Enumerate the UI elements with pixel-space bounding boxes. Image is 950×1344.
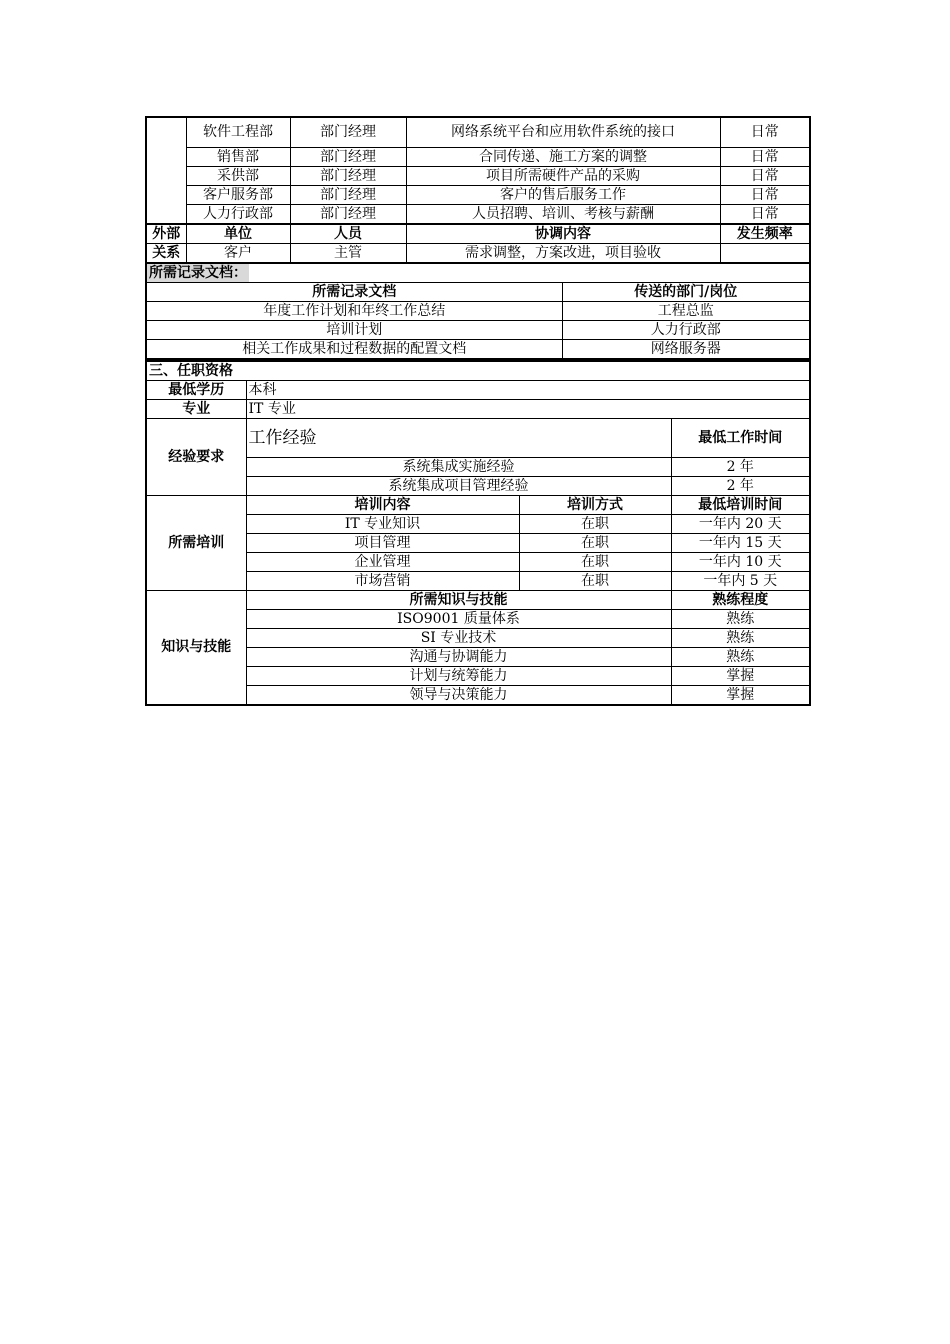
record-doc: 相关工作成果和过程数据的配置文档 xyxy=(146,339,562,359)
coord-unit: 采供部 xyxy=(186,166,290,185)
record-dest: 人力行政部 xyxy=(562,320,810,339)
training-method: 在职 xyxy=(519,533,671,552)
table-row xyxy=(146,263,810,282)
record-doc: 年度工作计划和年终工作总结 xyxy=(146,301,562,320)
skill-level: 掌握 xyxy=(671,666,810,685)
skill-level: 熟练 xyxy=(671,609,810,628)
coord-frequency: 日常 xyxy=(720,147,810,166)
coord-person: 部门经理 xyxy=(290,166,406,185)
table-row xyxy=(146,399,810,418)
external-relation-label: 外部 xyxy=(146,224,186,244)
experience-content: 系统集成项目管理经验 xyxy=(246,476,671,495)
skill-content: 沟通与协调能力 xyxy=(246,647,671,666)
education-value: 本科 xyxy=(246,380,810,399)
record-dest: 网络服务器 xyxy=(562,339,810,359)
coord-unit: 客户服务部 xyxy=(186,185,290,204)
training-method: 在职 xyxy=(519,552,671,571)
records-section-title xyxy=(146,263,810,282)
table-row xyxy=(146,666,810,685)
records-title-text: 所需记录文档： xyxy=(149,264,247,281)
header-unit: 单位 xyxy=(186,224,290,244)
training-content: IT 专业知识 xyxy=(246,514,519,533)
training-time: 一年内 15 天 xyxy=(671,533,810,552)
skill-level: 掌握 xyxy=(671,685,810,705)
table-row xyxy=(146,117,810,147)
table-row xyxy=(146,571,810,590)
header-content: 协调内容 xyxy=(406,224,720,244)
header-person: 人员 xyxy=(290,224,406,244)
table-row xyxy=(146,514,810,533)
coord-person: 部门经理 xyxy=(290,117,406,147)
skills-header-content: 所需知识与技能 xyxy=(246,590,671,609)
major-label: 专业 xyxy=(146,399,246,418)
table-row xyxy=(146,685,810,705)
training-label: 所需培训 xyxy=(146,495,246,590)
coord-content: 需求调整，方案改进，项目验收 xyxy=(406,243,720,262)
table-row xyxy=(146,282,810,301)
coord-unit: 销售部 xyxy=(186,147,290,166)
coord-frequency: 日常 xyxy=(720,185,810,204)
table-row xyxy=(146,301,810,320)
training-time: 一年内 5 天 xyxy=(671,571,810,590)
internal-relation-label xyxy=(146,117,186,224)
experience-header-content: 工作经验 xyxy=(246,418,671,457)
table-row xyxy=(146,320,810,339)
table-row xyxy=(146,495,810,514)
skills-header-level: 熟练程度 xyxy=(671,590,810,609)
skill-level: 熟练 xyxy=(671,647,810,666)
coord-content: 项目所需硬件产品的采购 xyxy=(406,166,720,185)
table-row xyxy=(146,185,810,204)
coord-unit: 客户 xyxy=(186,243,290,262)
skill-content: ISO9001 质量体系 xyxy=(246,609,671,628)
table-row xyxy=(146,380,810,399)
coordination-table xyxy=(145,116,811,263)
qualification-table xyxy=(145,361,811,706)
header-frequency: 发生频率 xyxy=(720,224,810,244)
table-row xyxy=(146,418,810,457)
experience-header-time: 最低工作时间 xyxy=(671,418,810,457)
experience-time: 2 年 xyxy=(671,457,810,476)
training-time: 一年内 10 天 xyxy=(671,552,810,571)
table-row xyxy=(146,166,810,185)
skill-level: 熟练 xyxy=(671,628,810,647)
header-record-dest: 传送的部门/岗位 xyxy=(562,282,810,301)
coord-person: 部门经理 xyxy=(290,185,406,204)
experience-label: 经验要求 xyxy=(146,418,246,495)
skill-content: SI 专业技术 xyxy=(246,628,671,647)
skill-content: 领导与决策能力 xyxy=(246,685,671,705)
experience-content: 系统集成实施经验 xyxy=(246,457,671,476)
experience-time: 2 年 xyxy=(671,476,810,495)
major-value: IT 专业 xyxy=(246,399,810,418)
coord-person: 部门经理 xyxy=(290,204,406,224)
education-label: 最低学历 xyxy=(146,380,246,399)
coord-unit: 软件工程部 xyxy=(186,117,290,147)
skill-content: 计划与统筹能力 xyxy=(246,666,671,685)
job-description-document xyxy=(145,116,809,706)
coord-frequency xyxy=(720,243,810,262)
coord-content: 客户的售后服务工作 xyxy=(406,185,720,204)
coord-unit: 人力行政部 xyxy=(186,204,290,224)
coord-frequency: 日常 xyxy=(720,117,810,147)
coord-frequency: 日常 xyxy=(720,166,810,185)
table-row xyxy=(146,243,810,262)
coord-frequency: 日常 xyxy=(720,204,810,224)
record-doc: 培训计划 xyxy=(146,320,562,339)
table-row xyxy=(146,339,810,359)
header-record-doc: 所需记录文档 xyxy=(146,282,562,301)
table-row xyxy=(146,647,810,666)
training-method: 在职 xyxy=(519,571,671,590)
training-header-method: 培训方式 xyxy=(519,495,671,514)
table-row xyxy=(146,224,810,244)
table-row xyxy=(146,609,810,628)
training-content: 企业管理 xyxy=(246,552,519,571)
coord-person: 部门经理 xyxy=(290,147,406,166)
table-row xyxy=(146,457,810,476)
table-row xyxy=(146,204,810,224)
coord-person: 主管 xyxy=(290,243,406,262)
table-row xyxy=(146,533,810,552)
table-row xyxy=(146,361,810,380)
coord-content: 人员招聘、培训、考核与薪酬 xyxy=(406,204,720,224)
table-row xyxy=(146,476,810,495)
table-row xyxy=(146,147,810,166)
table-row xyxy=(146,552,810,571)
coord-content: 合同传递、施工方案的调整 xyxy=(406,147,720,166)
skills-label: 知识与技能 xyxy=(146,590,246,705)
external-relation-label-2: 关系 xyxy=(146,243,186,262)
table-row xyxy=(146,590,810,609)
records-table xyxy=(145,263,811,361)
training-method: 在职 xyxy=(519,514,671,533)
coord-content: 网络系统平台和应用软件系统的接口 xyxy=(406,117,720,147)
training-header-content: 培训内容 xyxy=(246,495,519,514)
table-row xyxy=(146,628,810,647)
training-time: 一年内 20 天 xyxy=(671,514,810,533)
record-dest: 工程总监 xyxy=(562,301,810,320)
training-header-time: 最低培训时间 xyxy=(671,495,810,514)
training-content: 市场营销 xyxy=(246,571,519,590)
qualification-section-title: 三、任职资格 xyxy=(146,361,810,380)
training-content: 项目管理 xyxy=(246,533,519,552)
